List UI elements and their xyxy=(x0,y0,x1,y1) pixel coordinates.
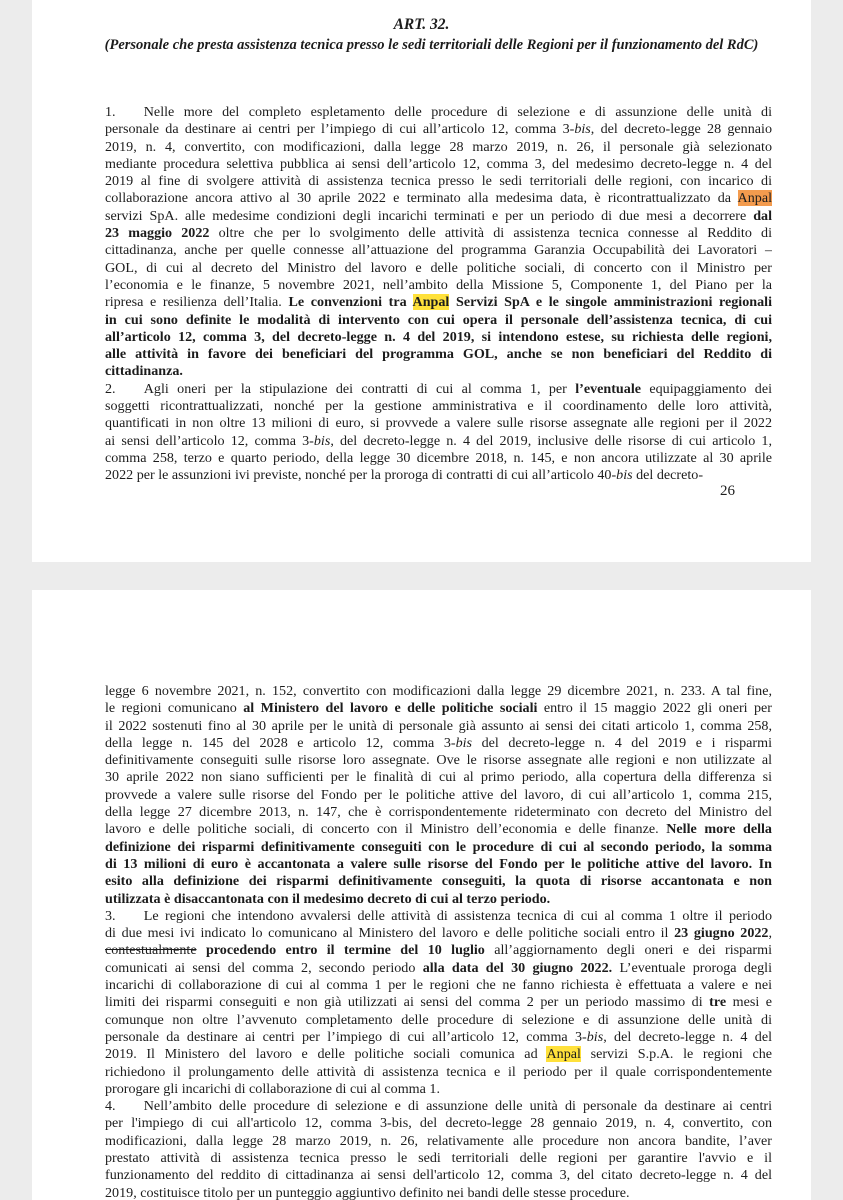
text-line xyxy=(105,925,772,942)
text-run: alla data del 30 giugno 2022. xyxy=(422,959,613,976)
page-1-body xyxy=(105,104,772,485)
article-title: ART. 32. xyxy=(393,16,450,33)
text-run: all’articolo 12, comma 3, del decreto-legge n. 4 del 2019, si intendono estese, su richiesta delle regioni, xyxy=(105,328,772,345)
text-run: esito alla definizione dei risparmi definitivamente conseguiti, la quota di risorse accantonata e non xyxy=(105,873,772,890)
text-run: GOL, di cui al decreto del Ministro del lavoro e delle politiche sociali, di concerto con il Ministro per xyxy=(105,259,772,276)
text-run: quantificati in non oltre 13 milioni di euro, si provvede a valere sulle risorse assegnate alle regioni per il 2022 xyxy=(105,415,772,432)
text-line xyxy=(105,1133,772,1150)
text-run: richiedono il prolungamento delle attività di assistenza tecnica e il periodo per il quale corrispondentemente xyxy=(105,1063,772,1080)
text-line xyxy=(105,1012,772,1029)
article-subtitle: (Personale che presta assistenza tecnica presso le sedi territoriali delle Regioni per il funzionamento del RdC) xyxy=(104,37,759,53)
text-line xyxy=(105,856,772,873)
text-run: , del decreto-legge 28 gennaio xyxy=(590,121,772,138)
text-run: oltre che per lo svolgimento delle attività di assistenza tecnica connesse al Reddito di xyxy=(209,225,772,242)
text-line xyxy=(105,960,772,977)
text-run: mesi e xyxy=(726,994,772,1011)
text-run: limiti dei risparmi conseguiti e non già utilizzati ai sensi del comma 2 per un periodo massimo di xyxy=(105,994,710,1011)
text-run: Servizi SpA e le singole amministrazioni regionali xyxy=(449,294,772,311)
text-line xyxy=(105,277,772,294)
text-line xyxy=(105,156,772,173)
text-line xyxy=(105,294,772,311)
text-run: 1. Nelle more del completo espletamento delle procedure di selezione e di assunzione delle unità di xyxy=(105,104,772,120)
text-line xyxy=(105,415,772,432)
text-run: bis xyxy=(313,432,331,449)
text-line xyxy=(105,700,772,717)
text-line xyxy=(105,1150,772,1167)
text-run: al Ministero del lavoro e delle politiche sociali xyxy=(243,700,538,717)
highlighted-text: Anpal xyxy=(737,190,772,207)
text-run: prestato attività di assistenza tecnica presso le sedi territoriali delle regioni per garantire l'avvio e il xyxy=(105,1150,772,1167)
text-line xyxy=(105,139,772,156)
text-run: modificazioni, dalla legge 28 marzo 2019, n. 26, relativamente alle procedure non ancora bandite, l’aver xyxy=(105,1132,772,1149)
text-run: tre xyxy=(709,994,727,1011)
text-run: entro il 15 maggio 2022 gli oneri per xyxy=(537,700,772,717)
text-run: comunicati ai sensi del comma 2, secondo periodo xyxy=(105,959,423,976)
text-run: ai sensi dell’articolo 12, comma 3- xyxy=(105,432,314,449)
text-run: Le convenzioni tra xyxy=(288,294,413,311)
text-line xyxy=(105,1046,772,1063)
text-run: , del decreto-legge n. 4 del xyxy=(603,1028,772,1045)
text-run: procedendo entro il termine del 10 luglio xyxy=(205,942,485,959)
text-line xyxy=(105,433,772,450)
text-line xyxy=(105,821,772,838)
highlighted-text: Anpal xyxy=(546,1046,581,1063)
text-run xyxy=(197,942,206,958)
text-run: bis xyxy=(455,734,473,751)
text-run: comma 258, terzo e quarto periodo, della legge 30 dicembre 2018, n. 145, e non ancora utilizzate al 30 aprile xyxy=(105,449,772,466)
text-run: il 2022 sostenuti fino al 30 aprile per le unità di personale già assunto ai sensi dei citati articolo 1, comma 258, xyxy=(105,717,772,734)
text-run: contestualmente xyxy=(105,942,197,959)
text-run: servizi S.p.A. le regioni che xyxy=(580,1046,772,1063)
text-run: per l'impiego di cui all'articolo 12, comma 3-bis, del decreto-legge 28 gennaio 2019, n. 4, convertito, con xyxy=(105,1115,772,1132)
text-run: della legge 27 dicembre 2013, n. 147, che è corrispondentemente rideterminato con decreto del Ministro del xyxy=(105,804,772,821)
text-run: 30 aprile 2022 non siano sufficienti per le finalità di cui al primo periodo, alla copertura della differenza si xyxy=(105,769,772,786)
text-run: di due mesi ivi indicato lo comunicano al Ministero del lavoro e delle politiche sociali entro il xyxy=(105,925,675,942)
document-page-1 xyxy=(32,0,811,562)
text-run: 2022 per le assunzioni ivi previste, nonché per la proroga di contratti di cui all’articolo 40- xyxy=(105,467,617,484)
text-line xyxy=(105,1115,772,1132)
text-line xyxy=(105,363,772,380)
document-page-2 xyxy=(32,590,811,1200)
text-run: provvede a valere sulle risorse del Fondo per le politiche attive del lavoro, di cui all’articolo 1, comma 215, xyxy=(105,786,772,803)
text-run: soggetti ricontrattualizzati, nonché per la gestione amministrativa e il coordinamento delle loro attività, xyxy=(105,398,772,415)
text-run: personale da destinare ai centri per l’impiego di cui all’articolo 12, comma 3- xyxy=(105,1028,587,1045)
text-run: l’eventuale xyxy=(575,380,641,397)
text-run: definizione dei risparmi definitivamente conseguiti con le procedure di cui al secondo periodo, la somma xyxy=(105,838,772,855)
text-line xyxy=(105,1064,772,1081)
text-line xyxy=(105,891,772,908)
text-line xyxy=(105,942,772,959)
text-line xyxy=(105,225,772,242)
text-line xyxy=(105,787,772,804)
text-run: cittadinanza. xyxy=(105,363,183,380)
text-run: , del decreto-legge n. 4 del 2019, inclusive delle risorse di cui articolo 1, xyxy=(330,432,772,449)
text-line xyxy=(105,1081,772,1098)
text-line xyxy=(105,190,772,207)
text-line xyxy=(105,804,772,821)
text-run: di 13 milioni di euro è accantonata a valere sulle risorse del Fondo per le politiche attive del lavoro. In xyxy=(105,855,772,872)
highlighted-text: Anpal xyxy=(412,294,450,311)
text-run: in cui sono definite le modalità di intervento con cui opera il personale dell’assistenza tecnica, di cui xyxy=(105,311,772,328)
text-run: le regioni comunicano xyxy=(105,700,244,717)
text-line xyxy=(105,683,772,700)
text-line xyxy=(105,994,772,1011)
text-run: funzionamento del reddito di cittadinanza ai sensi dell'articolo 12, comma 3, del citato decreto-legge n. 4 del xyxy=(105,1167,772,1184)
text-run: del decreto-legge n. 4 del 2019 e i risparmi xyxy=(472,734,772,751)
text-run: l’economia e le finanze, 5 novembre 2021, nell’ambito della Missione 5, Componente 1, del Piano per la xyxy=(105,276,772,293)
text-line xyxy=(105,398,772,415)
text-line xyxy=(105,467,772,484)
text-line xyxy=(105,1029,772,1046)
text-run: definitivamente conseguiti sulle risorse loro assegnate. Ove le risorse assegnate alle regioni e non utilizzate al xyxy=(105,752,772,769)
text-line xyxy=(105,735,772,752)
text-run: mediante procedura selettiva pubblica ai sensi dell’articolo 12, comma 3, del medesimo decreto-legge n. 4 del xyxy=(105,155,772,172)
text-run: personale da destinare ai centri per l’impiego di cui all’articolo 12, comma 3- xyxy=(105,121,575,138)
text-line xyxy=(105,752,772,769)
text-line xyxy=(105,208,772,225)
text-line xyxy=(105,977,772,994)
text-run: 2019 al fine di svolgere attività di assistenza tecnica presso le sedi territoriali delle regioni, con incarico di xyxy=(105,173,772,190)
text-run: servizi SpA. alle medesime condizioni degli incarichi terminati e per un periodo di due mesi a decorrere xyxy=(105,207,754,224)
text-line xyxy=(105,769,772,786)
text-run: incarichi di collaborazione di cui al comma 1 per le regioni che ne fanno richiesta è effettuata a valere e nei xyxy=(105,977,772,994)
text-run: prorogare gli incarichi di collaborazione di cui al comma 1. xyxy=(105,1080,440,1097)
text-run: della legge n. 145 del 2028 e articolo 12, comma 3- xyxy=(105,734,456,751)
text-run: Nelle more della xyxy=(666,821,772,838)
text-run: 23 maggio 2022 xyxy=(105,225,210,242)
text-line xyxy=(105,346,772,363)
text-line xyxy=(105,312,772,329)
text-run: all’aggiornamento degli oneri e dei risparmi xyxy=(484,942,772,959)
text-line xyxy=(105,1098,772,1115)
text-run: equipaggiamento dei xyxy=(641,380,772,397)
text-run: 3. Le regioni che intendono avvalersi delle attività di assistenza tecnica di cui al comma 1 oltre il periodo xyxy=(105,907,772,924)
text-run: 23 giugno 2022 xyxy=(674,925,769,942)
text-run: utilizzata è disaccantonata con il medesimo decreto di cui al terzo periodo. xyxy=(105,890,551,907)
page-2-body xyxy=(105,683,772,1200)
text-run: 2. Agli oneri per la stipulazione dei contratti di cui al comma 1, per xyxy=(105,380,576,397)
text-run: , xyxy=(768,925,772,942)
text-line xyxy=(105,104,772,121)
text-run: collaborazione ancora attivo al 30 aprile 2022 e terminato alla medesima data, è ricontrattualizzato da xyxy=(105,190,738,207)
text-run: L’eventuale proroga degli xyxy=(612,959,772,976)
text-run: legge 6 novembre 2021, n. 152, convertito con modificazioni dalla legge 29 dicembre 2021, n. 233. A tal fine, xyxy=(105,683,772,699)
page-number: 26 xyxy=(720,483,735,499)
text-run: bis xyxy=(586,1028,604,1045)
text-run: 4. Nell’ambito delle procedure di selezione e di assunzione delle unità di personale da destinare ai centri xyxy=(105,1098,772,1115)
text-line xyxy=(105,381,772,398)
text-line xyxy=(105,173,772,190)
text-line xyxy=(105,873,772,890)
text-line xyxy=(105,718,772,735)
text-line xyxy=(105,1185,772,1200)
text-run: 2019, costituisce titolo per un punteggio aggiuntivo definito nei bandi delle stesse procedure. xyxy=(105,1184,630,1200)
text-run: bis xyxy=(616,467,633,484)
text-line xyxy=(105,1167,772,1184)
text-run: bis xyxy=(574,121,591,138)
text-line xyxy=(105,260,772,277)
text-line xyxy=(105,242,772,259)
text-line xyxy=(105,329,772,346)
text-line xyxy=(105,121,772,138)
text-run: dal xyxy=(753,207,772,224)
text-run: alle attività in favore dei beneficiari del programma GOL, anche se non beneficiari del Reddito di xyxy=(105,346,772,363)
text-run: 2019, n. 4, convertito, con modificazioni, dalla legge 28 marzo 2019, n. 26, il personale già selezionato xyxy=(105,138,772,155)
text-run: del decreto- xyxy=(632,467,704,484)
text-line xyxy=(105,450,772,467)
text-line xyxy=(105,839,772,856)
text-run: 2019. Il Ministero del lavoro e delle politiche sociali comunica ad xyxy=(105,1046,547,1063)
text-run: lavoro e delle politiche sociali, di concerto con il Ministro dell’economia e delle finanze. xyxy=(105,821,667,838)
text-run: ripresa e resilienza dell’Italia. xyxy=(105,294,289,311)
text-run: comunque non oltre l’avvenuto completamento delle procedure di selezione e di assunzione delle unità di xyxy=(105,1011,772,1028)
text-run: cittadinanza, anche per quelle connesse all’attuazione del programma Garanzia Occupabilità dei Lavoratori – xyxy=(105,242,772,259)
text-line xyxy=(105,908,772,925)
